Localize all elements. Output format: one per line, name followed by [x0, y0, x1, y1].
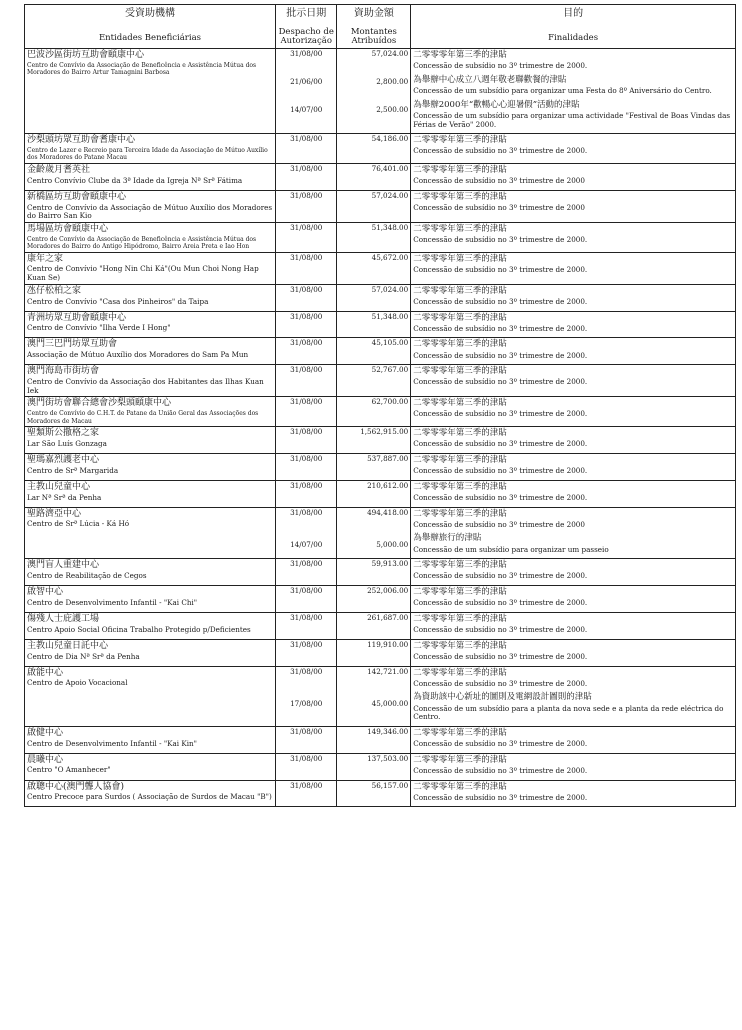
despacho-date: 31/08/00 [290, 365, 323, 375]
amount-value: 1,562,915.00 [360, 427, 409, 437]
entity-name-pt: Centro de Reabilitação de Cegos [27, 571, 147, 581]
despacho-date: 31/08/00 [290, 586, 323, 596]
entity-name-zh: 康年之家 [27, 253, 64, 264]
entity-cell [25, 397, 276, 427]
entity-name-zh: 澳門海島市街坊會 [27, 366, 100, 377]
despacho-date: 31/08/00 [290, 559, 323, 569]
purpose-cell [411, 49, 736, 134]
entity-name-zh: 聖瑪嘉烈護老中心 [27, 454, 100, 465]
entity-cell [25, 586, 276, 613]
amount-cell [337, 639, 411, 666]
purpose-pt: Concessão de subsídio no 3º trimestre de 2000. [413, 323, 588, 333]
entity-name-pt: Centro "O Amanhecer" [27, 765, 111, 775]
amount-value: 76,401.00 [371, 163, 409, 173]
date-cell [276, 311, 337, 338]
amount-value: 149,346.00 [367, 726, 409, 736]
entity-cell [25, 453, 276, 480]
purpose-pt: Concessão de subsídio no 3º trimestre de 2000. [413, 466, 588, 476]
entity-name-zh: 青洲坊眾互助會頤康中心 [27, 312, 127, 323]
header-purpose: 目的 Finalidades [411, 5, 736, 49]
purpose-cell [411, 427, 736, 454]
purpose-zh: 為舉辦中心成立八週年敬老聯歡餐的津貼 [413, 74, 567, 85]
purpose-cell [411, 612, 736, 639]
table-row [25, 726, 736, 753]
purpose-cell [411, 586, 736, 613]
amount-value: 57,024.00 [371, 190, 409, 200]
despacho-date: 31/08/00 [290, 639, 323, 649]
entity-name-pt: Centro de Dia Nª Srª da Penha [27, 651, 140, 661]
entity-name-pt: Lar São Luís Gonzaga [27, 438, 107, 448]
entity-cell [25, 612, 276, 639]
amount-cell [337, 507, 411, 559]
purpose-pt: Concessão de subsídio no 3º trimestre de 2000. [413, 235, 588, 245]
amount-value: 52,767.00 [371, 365, 409, 375]
purpose-pt: Concessão de subsídio no 3º trimestre de 2000. [413, 739, 588, 749]
date-cell [276, 427, 337, 454]
entity-cell [25, 507, 276, 559]
purpose-pt: Concessão de subsídio no 3º trimestre de 2000. [413, 598, 588, 608]
date-cell [276, 163, 337, 190]
table-row [25, 190, 736, 222]
purpose-pt: Concessão de um subsídio para organizar uma Festa do 8º Aniversário do Centro. [413, 86, 712, 96]
entity-name-pt: Centro Precoce para Surdos ( Associação de Surdos de Macau "B") [27, 792, 272, 802]
amount-cell [337, 666, 411, 726]
purpose-pt: Concessão de subsídio no 3º trimestre de 2000. [413, 792, 588, 802]
amount-value: 537,887.00 [367, 453, 409, 463]
table-row [25, 780, 736, 807]
purpose-pt: Concessão de subsídio no 3º trimestre de 2000. [413, 296, 588, 306]
table-row [25, 134, 736, 164]
purpose-pt: Concessão de subsídio no 3º trimestre de 2000. [413, 678, 588, 688]
entity-name-pt: Centro de Desenvolvimento Infantil - "Kai Chi" [27, 597, 198, 607]
despacho-date: 31/08/00 [290, 311, 323, 321]
entity-name-pt: Centro de Convívio "Hong Nin Chi Ká"(Ou Mun Choi Nong Hap Kuan Se) [27, 264, 259, 283]
despacho-date: 31/08/00 [290, 726, 323, 736]
amount-cell [337, 586, 411, 613]
amount-value: 5,000.00 [376, 539, 409, 549]
entity-name-pt: Centro Convívio Clube da 3ª Idade da Igreja Nª Srª Fátima [27, 175, 243, 185]
amount-value: 57,024.00 [371, 284, 409, 294]
amount-value: 119,910.00 [367, 639, 409, 649]
table-row [25, 252, 736, 284]
table-row [25, 559, 736, 586]
entity-name-zh: 巴波沙區街坊互助會頤康中心 [27, 50, 145, 61]
amount-cell [337, 753, 411, 780]
entity-cell [25, 480, 276, 507]
entity-cell [25, 780, 276, 807]
amount-cell [337, 134, 411, 164]
entity-name-pt: Centro de Convívio da Associação dos Habitantes das Ilhas Kuan Iek [27, 377, 264, 395]
date-cell [276, 190, 337, 222]
amount-value: 45,672.00 [371, 252, 409, 262]
subsidy-table [24, 4, 736, 807]
purpose-cell [411, 480, 736, 507]
purpose-zh: 二零零零年第三季的津貼 [413, 366, 507, 377]
date-cell [276, 507, 337, 559]
amount-value: 54,186.00 [371, 134, 409, 144]
purpose-cell [411, 190, 736, 222]
date-cell [276, 559, 337, 586]
entity-cell [25, 284, 276, 311]
date-cell [276, 639, 337, 666]
purpose-pt: Concessão de subsídio no 3º trimestre de 2000. [413, 439, 588, 449]
entity-name-pt: Centro de Lazer e Recreio para Terceira Idade da Associação de Mútuo Auxílio dos Moradores do Patane Macau [27, 146, 268, 162]
despacho-date: 31/08/00 [290, 453, 323, 463]
table-row [25, 222, 736, 252]
entity-name-zh: 澳門街坊會聯合總會沙梨頭頤康中心 [27, 398, 172, 409]
table-row [25, 586, 736, 613]
amount-value: 59,913.00 [371, 559, 409, 569]
table-body [25, 49, 736, 807]
entity-cell [25, 559, 276, 586]
amount-cell [337, 612, 411, 639]
despacho-date: 31/08/00 [290, 190, 323, 200]
despacho-date: 31/08/00 [290, 222, 323, 232]
despacho-date: 31/08/00 [290, 480, 323, 490]
date-cell [276, 612, 337, 639]
table-row [25, 365, 736, 397]
table-row [25, 397, 736, 427]
purpose-zh: 二零零零年第三季的津貼 [413, 253, 507, 264]
date-cell [276, 666, 337, 726]
header-amount: 資助金額 Montantes Atribuídos [337, 5, 411, 49]
table-header-row [25, 5, 736, 49]
entity-name-zh: 聖類斯公撒格之家 [27, 428, 100, 439]
entity-name-pt: Centro de Convívio "Casa dos Pinheiros" da Taipa [27, 296, 209, 306]
purpose-zh: 二零零零年第三季的津貼 [413, 428, 507, 439]
purpose-cell [411, 338, 736, 365]
amount-cell [337, 49, 411, 134]
header-date: 批示日期 Despacho de Autorização [276, 5, 337, 49]
table-row [25, 163, 736, 190]
purpose-zh: 二零零零年第三季的津貼 [413, 587, 507, 598]
purpose-zh: 二零零零年第三季的津貼 [413, 613, 507, 624]
amount-value: 2,500.00 [376, 105, 409, 115]
amount-value: 57,024.00 [371, 49, 409, 59]
amount-value: 137,503.00 [367, 753, 409, 763]
date-cell [276, 222, 337, 252]
entity-name-zh: 傷殘人士庇護工場 [27, 613, 100, 624]
entity-name-pt: Centro de Apoio Vocacional [27, 678, 128, 688]
entity-name-pt: Centro Apoio Social Oficina Trabalho Protegido p/Deficientes [27, 624, 251, 634]
purpose-zh: 二零零零年第三季的津貼 [413, 560, 507, 571]
entity-cell [25, 190, 276, 222]
entity-cell [25, 163, 276, 190]
entity-name-zh: 啟聰中心(澳門聾人協會) [27, 781, 125, 792]
entity-name-pt: Centro de Convívio da Associação de Beneficência e Assistência Mútua dos Moradores do Bairro do Antigo Hipódromo, Bairro Areia Preta e Iao Hon [27, 235, 257, 251]
despacho-date: 31/08/00 [290, 753, 323, 763]
date-cell [276, 284, 337, 311]
purpose-zh: 二零零零年第三季的津貼 [413, 727, 507, 738]
entity-cell [25, 666, 276, 726]
purpose-pt: Concessão de subsídio no 3º trimestre de 2000 [413, 519, 585, 529]
entity-cell [25, 49, 276, 134]
purpose-pt: Concessão de um subsídio para a planta da nova sede e a planta da rede eléctrica do Centro. [413, 703, 724, 722]
entity-cell [25, 427, 276, 454]
purpose-pt: Concessão de subsídio no 3º trimestre de 2000. [413, 651, 588, 661]
amount-cell [337, 480, 411, 507]
table-row [25, 49, 736, 134]
despacho-date: 31/08/00 [290, 397, 323, 407]
table-row [25, 753, 736, 780]
despacho-date: 31/08/00 [290, 780, 323, 790]
table-row [25, 666, 736, 726]
entity-cell [25, 252, 276, 284]
amount-cell [337, 284, 411, 311]
purpose-cell [411, 311, 736, 338]
purpose-cell [411, 397, 736, 427]
despacho-date: 14/07/00 [290, 539, 323, 549]
amount-cell [337, 726, 411, 753]
purpose-pt: Concessão de subsídio no 3º trimestre de 2000. [413, 264, 588, 274]
despacho-date: 31/08/00 [290, 252, 323, 262]
purpose-zh: 二零零零年第三季的津貼 [413, 398, 507, 409]
date-cell [276, 252, 337, 284]
entity-cell [25, 753, 276, 780]
entity-name-pt: Centro de Desenvolvimento Infantil - "Kai Kin" [27, 738, 197, 748]
entity-name-pt: Centro de Convívio da Associação de Mútuo Auxílio dos Moradores do Bairro San Kio [27, 202, 273, 221]
purpose-cell [411, 163, 736, 190]
purpose-pt: Concessão de subsídio no 3º trimestre de 2000. [413, 350, 588, 360]
date-cell [276, 453, 337, 480]
amount-cell [337, 338, 411, 365]
entity-name-pt: Centro de Convívio "Ilha Verde I Hong" [27, 323, 171, 333]
table-row [25, 507, 736, 559]
entity-name-pt: Centro de Convívio do C.H.T. de Patane da União Geral das Associações dos Moradores de Macau [27, 410, 259, 425]
purpose-cell [411, 252, 736, 284]
despacho-date: 31/08/00 [290, 163, 323, 173]
purpose-zh: 二零零零年第三季的津貼 [413, 285, 507, 296]
purpose-pt: Concessão de subsídio no 3º trimestre de 2000. [413, 571, 588, 581]
amount-value: 252,006.00 [367, 586, 409, 596]
entity-name-zh: 啟能中心 [27, 667, 64, 678]
table-row [25, 639, 736, 666]
despacho-date: 31/08/00 [290, 284, 323, 294]
date-cell [276, 365, 337, 397]
entity-name-zh: 金齡歲月耆英社 [27, 164, 91, 175]
amount-value: 210,612.00 [367, 480, 409, 490]
purpose-zh: 二零零零年第三季的津貼 [413, 754, 507, 765]
amount-value: 51,348.00 [371, 222, 409, 232]
amount-value: 62,700.00 [371, 397, 409, 407]
entity-cell [25, 311, 276, 338]
purpose-cell [411, 134, 736, 164]
purpose-zh: 二零零零年第三季的津貼 [413, 50, 507, 61]
entity-cell [25, 134, 276, 164]
purpose-pt: Concessão de subsídio no 3º trimestre de 2000. [413, 146, 588, 156]
entity-name-zh: 主教山兒童日託中心 [27, 640, 109, 651]
purpose-zh: 二零零零年第三季的津貼 [413, 667, 507, 678]
amount-cell [337, 252, 411, 284]
purpose-pt: Concessão de subsídio no 3º trimestre de 2000. [413, 409, 588, 419]
amount-value: 261,687.00 [367, 612, 409, 622]
entity-name-zh: 啟智中心 [27, 587, 64, 598]
purpose-pt: Concessão de um subsídio para organizar um passeio [413, 544, 609, 554]
header-entities: 受資助機構 Entidades Beneficiárias [25, 5, 276, 49]
table-row [25, 427, 736, 454]
entity-cell [25, 338, 276, 365]
date-cell [276, 780, 337, 807]
purpose-zh: 二零零零年第三季的津貼 [413, 312, 507, 323]
date-cell [276, 134, 337, 164]
purpose-zh: 二零零零年第三季的津貼 [413, 640, 507, 651]
entity-name-zh: 氹仔松柏之家 [27, 285, 82, 296]
entity-cell [25, 726, 276, 753]
amount-cell [337, 311, 411, 338]
amount-value: 2,800.00 [376, 77, 409, 87]
purpose-zh: 二零零零年第三季的津貼 [413, 191, 507, 202]
purpose-zh: 為舉辦旅行的津貼 [413, 533, 482, 544]
purpose-cell [411, 453, 736, 480]
entity-name-pt: Centro de Convívio da Associação de Beneficência e Assistência Mútua dos Moradores do Bairro Artur Tamagnini Barbosa [27, 61, 257, 77]
purpose-zh: 二零零零年第三季的津貼 [413, 781, 507, 792]
purpose-cell [411, 753, 736, 780]
purpose-cell [411, 365, 736, 397]
date-cell [276, 586, 337, 613]
date-cell [276, 338, 337, 365]
table-row [25, 284, 736, 311]
entity-name-zh: 聖路濟亞中心 [27, 508, 82, 519]
despacho-date: 31/08/00 [290, 507, 323, 517]
amount-cell [337, 453, 411, 480]
despacho-date: 31/08/00 [290, 338, 323, 348]
purpose-pt: Concessão de subsídio no 3º trimestre de 2000 [413, 202, 585, 212]
purpose-zh: 二零零零年第三季的津貼 [413, 164, 507, 175]
amount-cell [337, 365, 411, 397]
date-cell [276, 753, 337, 780]
date-cell [276, 397, 337, 427]
entity-name-zh: 澳門三巴門坊眾互助會 [27, 339, 118, 350]
amount-cell [337, 780, 411, 807]
purpose-cell [411, 726, 736, 753]
amount-value: 45,000.00 [371, 698, 409, 708]
table-row [25, 480, 736, 507]
entity-name-zh: 主教山兒童中心 [27, 481, 91, 492]
date-cell [276, 726, 337, 753]
despacho-date: 31/08/00 [290, 427, 323, 437]
table-row [25, 311, 736, 338]
purpose-pt: Concessão de subsídio no 3º trimestre de 2000 [413, 176, 585, 186]
purpose-zh: 二零零零年第三季的津貼 [413, 223, 507, 234]
purpose-zh: 為資助該中心新址的圖則及電網設計圖則的津貼 [413, 692, 592, 703]
amount-cell [337, 427, 411, 454]
purpose-cell [411, 507, 736, 559]
purpose-zh: 二零零零年第三季的津貼 [413, 481, 507, 492]
purpose-zh: 二零零零年第三季的津貼 [413, 339, 507, 350]
despacho-date: 31/08/00 [290, 612, 323, 622]
amount-cell [337, 163, 411, 190]
entity-name-pt: Centro de Srª Lúcia - Ká Hó [27, 519, 130, 529]
purpose-pt: Concessão de um subsídio para organizar uma actividade "Festival de Boas Vindas das Férias de Verão" 2000. [413, 110, 731, 129]
purpose-cell [411, 666, 736, 726]
amount-cell [337, 397, 411, 427]
entity-name-zh: 啟健中心 [27, 727, 64, 738]
table-row [25, 612, 736, 639]
purpose-zh: 二零零零年第三季的津貼 [413, 135, 507, 146]
despacho-date: 31/08/00 [290, 134, 323, 144]
table-row [25, 338, 736, 365]
despacho-date: 14/07/00 [290, 105, 323, 115]
despacho-date: 21/06/00 [290, 77, 323, 87]
purpose-pt: Concessão de subsídio no 3º trimestre de 2000. [413, 765, 588, 775]
amount-cell [337, 559, 411, 586]
despacho-date: 31/08/00 [290, 49, 323, 59]
purpose-pt: Concessão de subsídio no 3º trimestre de 2000. [413, 61, 588, 71]
entity-name-pt: Lar Nª Srª da Penha [27, 492, 102, 502]
purpose-cell [411, 780, 736, 807]
purpose-pt: Concessão de subsídio no 3º trimestre de 2000. [413, 625, 588, 635]
entity-name-zh: 澳門盲人重建中心 [27, 560, 100, 571]
amount-value: 494,418.00 [367, 507, 409, 517]
date-cell [276, 49, 337, 134]
date-cell [276, 480, 337, 507]
purpose-zh: 為舉辦2000年“歡暢心心迎暑假”活動的津貼 [413, 99, 580, 110]
entity-name-pt: Associação de Mútuo Auxílio dos Moradores do Sam Pa Mun [27, 350, 249, 360]
purpose-pt: Concessão de subsídio no 3º trimestre de 2000. [413, 492, 588, 502]
despacho-date: 17/08/00 [290, 698, 323, 708]
amount-value: 56,157.00 [371, 780, 409, 790]
despacho-date: 31/08/00 [290, 666, 323, 676]
entity-name-zh: 晨曦中心 [27, 754, 64, 765]
purpose-zh: 二零零零年第三季的津貼 [413, 454, 507, 465]
amount-cell [337, 190, 411, 222]
purpose-zh: 二零零零年第三季的津貼 [413, 508, 507, 519]
amount-value: 45,105.00 [371, 338, 409, 348]
entity-name-pt: Centro de Srª Margarida [27, 465, 119, 475]
entity-cell [25, 639, 276, 666]
purpose-cell [411, 559, 736, 586]
amount-value: 142,721.00 [367, 666, 409, 676]
entity-name-zh: 馬場區坊會頤康中心 [27, 223, 109, 234]
purpose-pt: Concessão de subsídio no 3º trimestre de 2000. [413, 377, 588, 387]
purpose-cell [411, 222, 736, 252]
entity-cell [25, 222, 276, 252]
purpose-cell [411, 639, 736, 666]
entity-cell [25, 365, 276, 397]
amount-value: 51,348.00 [371, 311, 409, 321]
table-row [25, 453, 736, 480]
purpose-cell [411, 284, 736, 311]
entity-name-zh: 新橋區坊互助會頤康中心 [27, 191, 127, 202]
amount-cell [337, 222, 411, 252]
entity-name-zh: 沙梨頭坊眾互助會耆康中心 [27, 135, 136, 146]
